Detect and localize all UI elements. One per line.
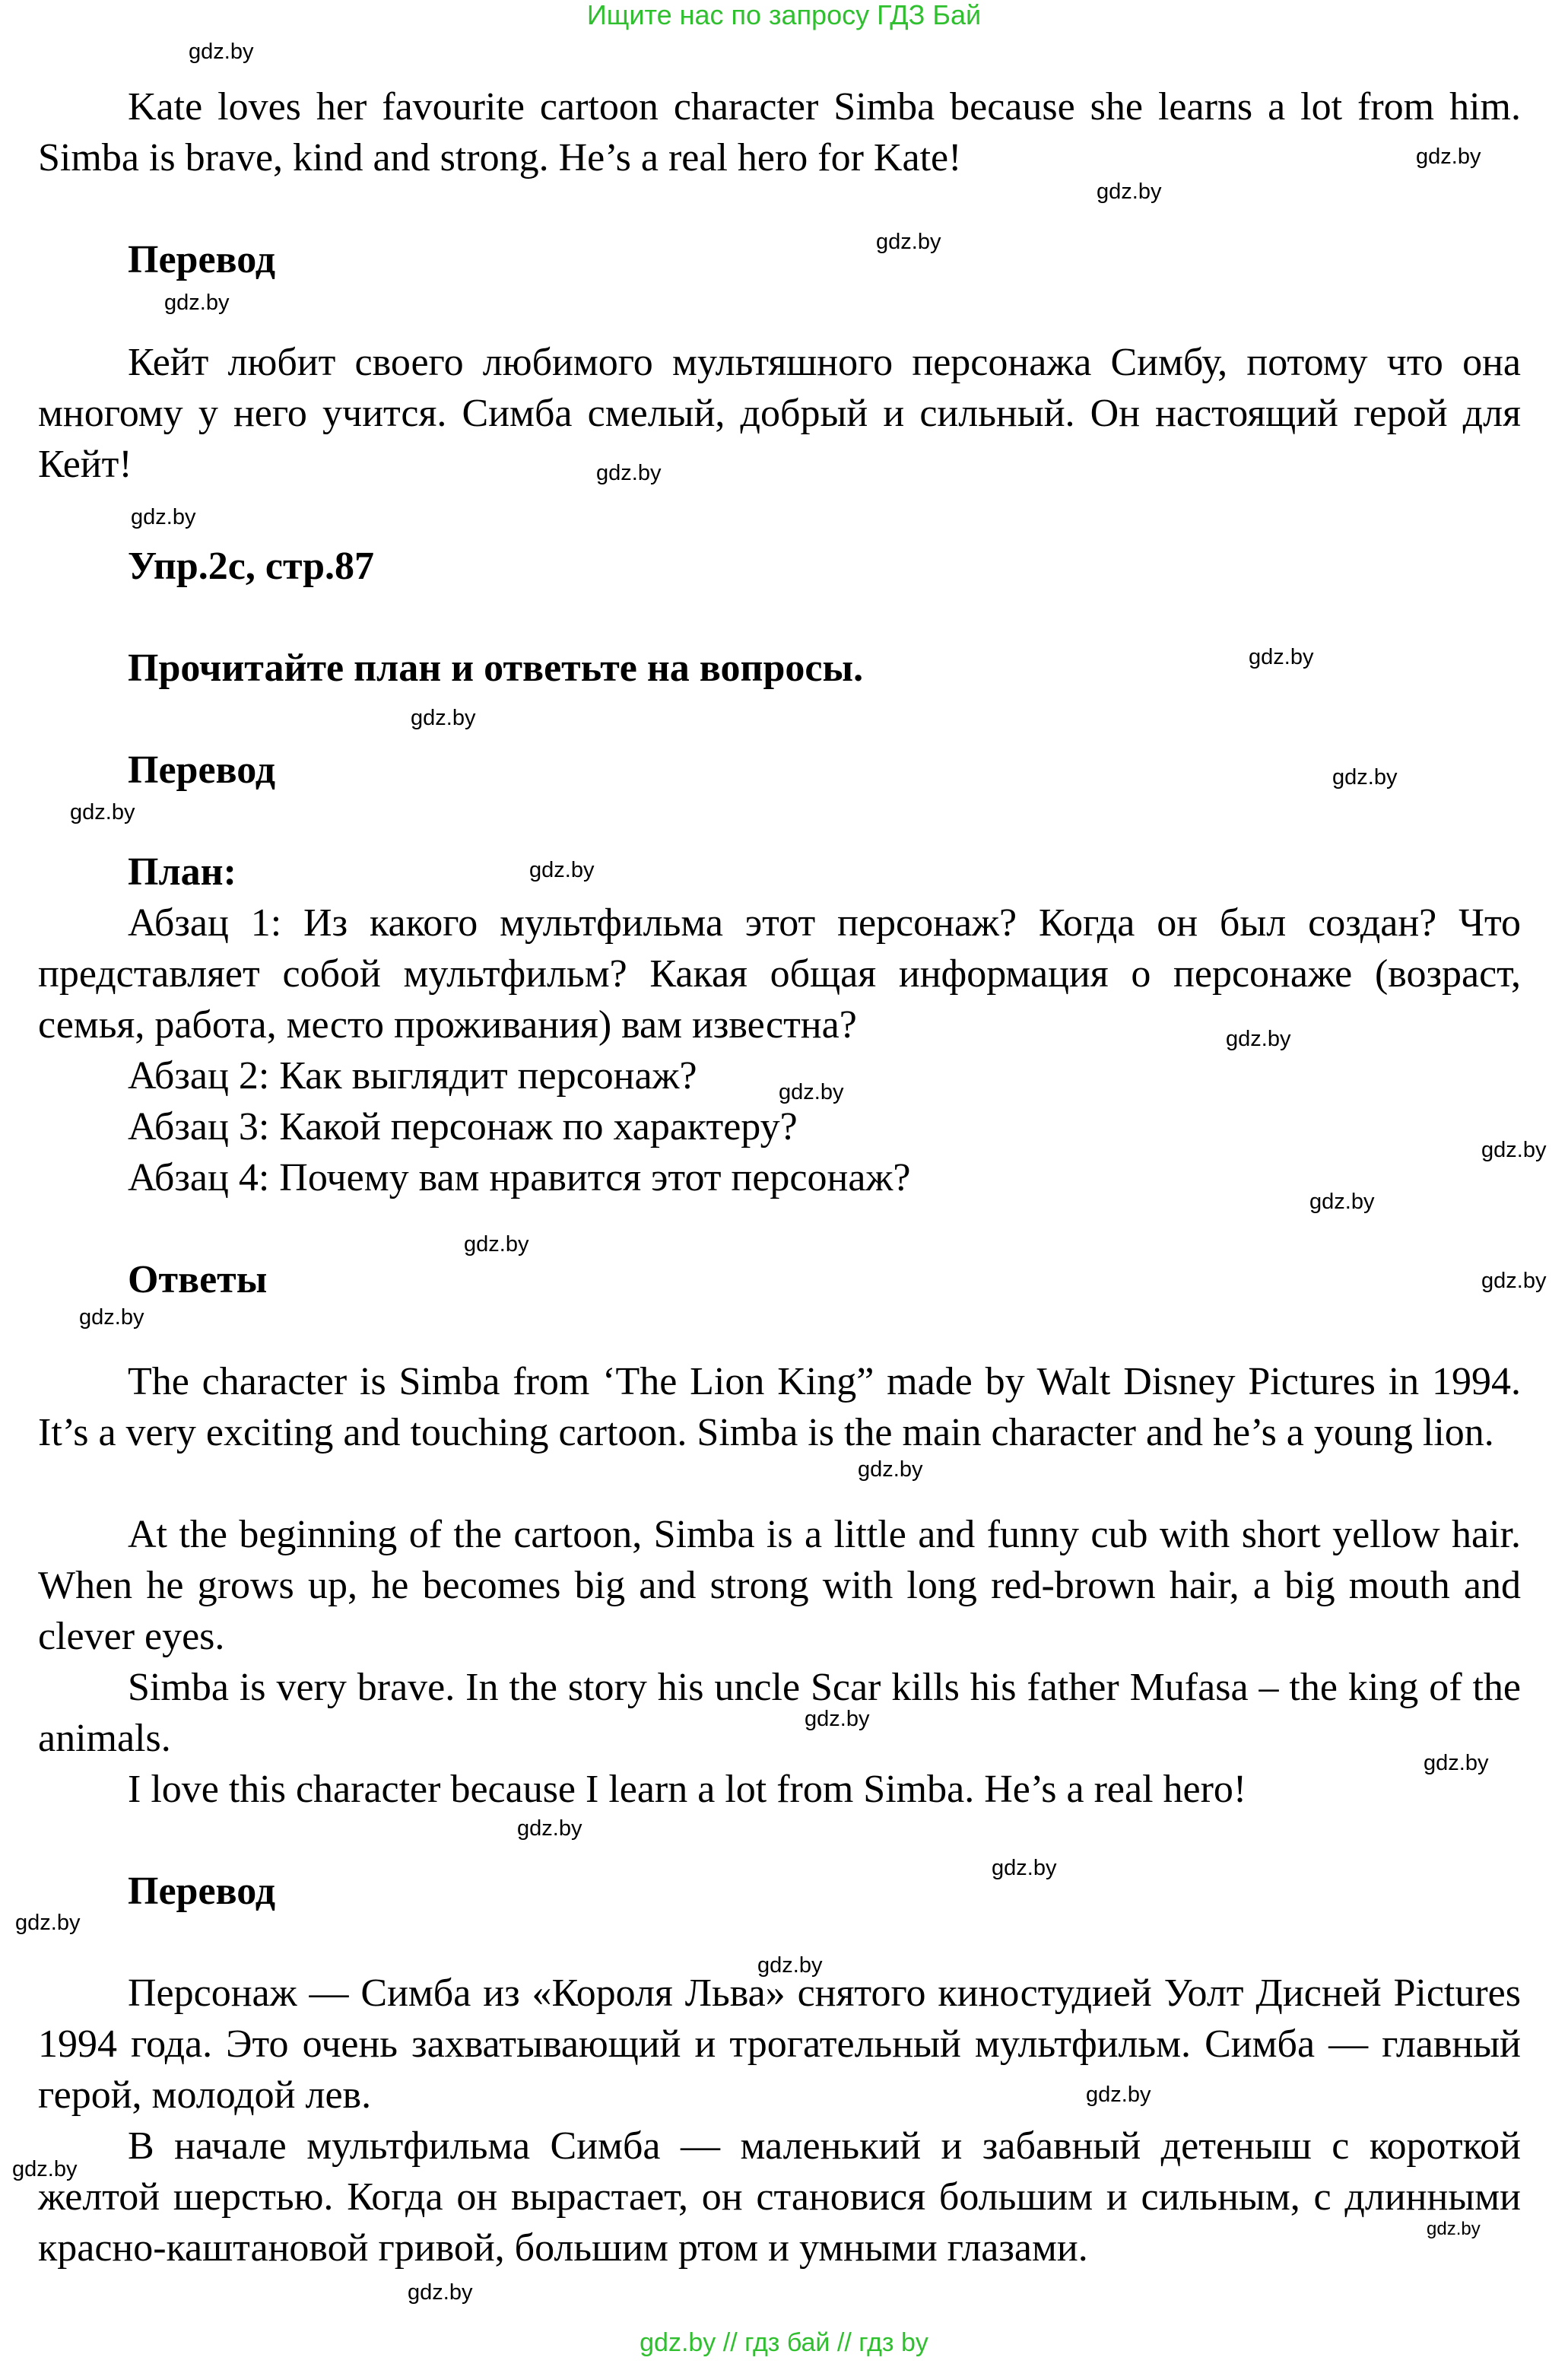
plan-heading: План: [128,850,236,894]
plan-item-1: Абзац 1: Из какого мультфильма этот персонаж? Когда он был создан? Что представляет собой мультфильм? Какая общая информация о персонаже (возраст, семья, работа, место проживания) вам известна? [38,901,1521,1047]
watermark: gdz.by [992,1856,1057,1880]
watermark: gdz.by [779,1080,844,1104]
exercise-translation-heading: Перевод [128,748,276,792]
watermark: gdz.by [596,461,662,485]
answer-translation-paragraph-1: Персонаж — Симба из «Короля Льва» снятого киностудией Уолт Дисней Pictures 1994 года. Это очень захватывающий и трогательный мультфильм. Симба — главный герой, молодой лев. [38,1971,1521,2117]
watermark: gdz.by [1424,1751,1489,1775]
watermark: gdz.by [858,1457,923,1482]
watermark: gdz.by [15,1911,81,1935]
intro-russian-paragraph: Кейт любит своего любимого мультяшного персонажа Симбу, потому что она многому у него учится. Симба смелый, добрый и сильный. Он настоящий герой для Кейт! [38,341,1521,486]
watermark: gdz.by [1226,1027,1291,1051]
watermark: gdz.by [805,1707,870,1731]
answer-paragraph-2: At the beginning of the cartoon, Simba is a little and funny cub with short yellow hair. When he grows up, he becomes big and strong with long red-brown hair, a big mouth and clever eyes. [38,1513,1521,1658]
exercise-title: Упр.2с, стр.87 [128,545,375,588]
watermark: gdz.by [189,40,254,64]
watermark: gdz.by [70,800,135,824]
watermark: gdz.by [164,291,230,315]
watermark: gdz.by [79,1305,144,1330]
watermark: gdz.by [1086,2083,1151,2107]
watermark: gdz.by [1481,1138,1547,1162]
watermark: gdz.by [1332,765,1398,790]
exercise-task: Прочитайте план и ответьте на вопросы. [128,647,864,690]
watermark: gdz.by [408,2280,473,2305]
answers-translation-heading: Перевод [128,1870,276,1913]
intro-translation-heading: Перевод [128,238,276,281]
watermark: gdz.by [1309,1190,1375,1214]
watermark: gdz.by [464,1232,529,1257]
search-banner[interactable]: Ищите нас по запросу ГДЗ Бай [586,0,982,30]
watermark: gdz.by [1416,145,1481,169]
watermark: gdz.by [12,2157,78,2181]
watermark: gdz.by [1249,645,1314,669]
answer-translation-paragraph-2: В начале мультфильма Симба — маленький и забавный детеныш с короткой желтой шерстью. Когда он вырастает, он становися большим и сильным, с длинными красно-каштановой гривой, большим ртом и умными глазами. [38,2124,1521,2270]
answer-paragraph-3: Simba is very brave. In the story his uncle Scar kills his father Mufasa – the king of the animals. [38,1666,1521,1760]
watermark: gdz.by [131,505,196,529]
watermark: gdz.by [1481,1269,1547,1293]
watermark: gdz.by [1097,180,1162,204]
plan-item-3: Абзац 3: Какой персонаж по характеру? [128,1105,798,1149]
answers-heading: Ответы [128,1258,268,1301]
plan-item-2: Абзац 2: Как выглядит персонаж? [128,1054,697,1098]
answer-paragraph-4: I love this character because I learn a lot from Simba. He’s a real hero! [128,1768,1247,1811]
watermark: gdz.by [529,858,595,882]
watermark: gdz.by [517,1816,582,1841]
intro-english-paragraph: Kate loves her favourite cartoon character Simba because she learns a lot from him. Simba is brave, kind and strong. He’s a real hero for Kate! [38,85,1521,180]
watermark: gdz.by [1427,2219,1481,2239]
plan-item-4: Абзац 4: Почему вам нравится этот персонаж? [128,1156,911,1199]
answer-paragraph-1: The character is Simba from ‘The Lion King” made by Walt Disney Pictures in 1994. It’s a very exciting and touching cartoon. Simba is the main character and he’s a young lion. [38,1360,1521,1454]
footer-links[interactable]: gdz.by // гдз бай // гдз by [640,2328,928,2357]
watermark: gdz.by [411,706,476,730]
watermark: gdz.by [757,1953,823,1978]
watermark: gdz.by [876,230,941,254]
